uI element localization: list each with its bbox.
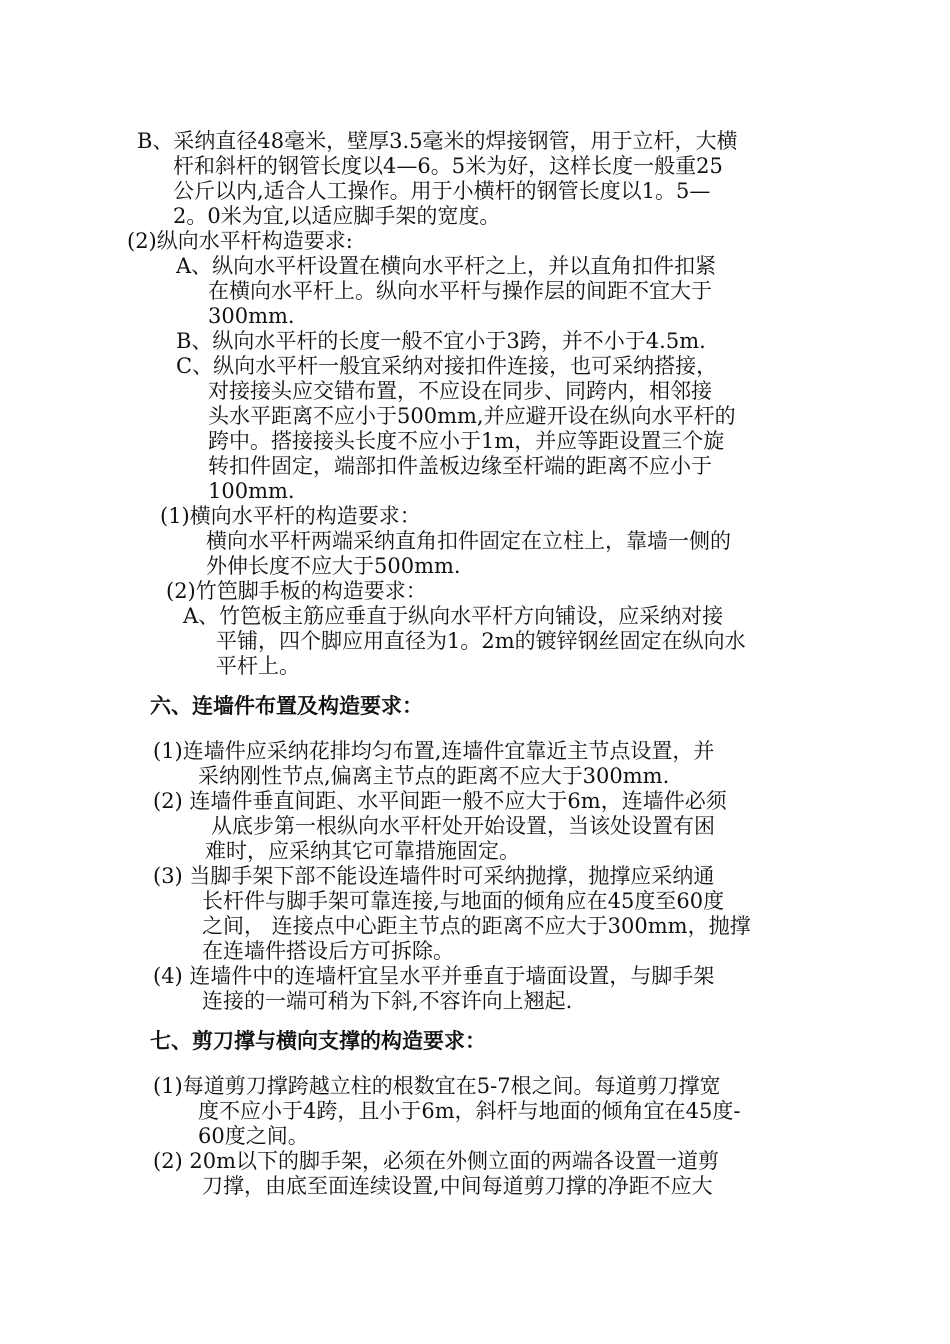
list-item-line: 度不应小于4跨，且小于6m，斜杆与地面的倾角宜在45度-	[198, 1099, 741, 1123]
list-item-line: (3) 当脚手架下部不能设连墙件时可采纳抛撑，抛撑应采纳通	[153, 864, 715, 888]
paragraph-line: 公斤以内,适合人工操作。用于小横杆的钢管长度以1。5—	[173, 179, 711, 203]
section-title: 七、剪刀撑与横向支撑的构造要求：	[150, 1029, 486, 1053]
paragraph-line: 平铺，四个脚应用直径为1。2m的镀锌钢丝固定在纵向水	[216, 629, 746, 653]
paragraph-line: A、竹笆板主筋应垂直于纵向水平杆方向铺设，应采纳对接	[183, 604, 724, 628]
paragraph-line: 跨中。搭接接头长度不应小于1m，并应等距设置三个旋	[208, 429, 725, 453]
list-item-line: 刀撑，由底至面连续设置,中间每道剪刀撑的净距不应大	[202, 1174, 713, 1198]
paragraph-line: 300mm.	[208, 304, 295, 328]
paragraph-line: 平杆上。	[216, 654, 300, 678]
paragraph-line: 外伸长度不应大于500mm.	[206, 554, 461, 578]
paragraph-line: 杆和斜杆的钢管长度以4—6。5米为好，这样长度一般重25	[173, 154, 723, 178]
list-item-line: 之间， 连接点中心距主节点的距离不应大于300mm，抛撑	[202, 914, 751, 938]
paragraph-line: 横向水平杆两端采纳直角扣件固定在立柱上，靠墙一侧的	[206, 529, 731, 553]
paragraph-line: 对接接头应交错布置，不应设在同步、同跨内，相邻接	[208, 379, 712, 403]
list-item-line: 60度之间。	[198, 1124, 309, 1148]
subsection-heading: (2)竹笆脚手板的构造要求：	[166, 579, 427, 603]
list-item-line: (1)每道剪刀撑跨越立柱的根数宜在5-7根之间。每道剪刀撑宽	[153, 1074, 721, 1098]
list-item-line: 难时，应采纳其它可靠措施固定。	[205, 839, 520, 863]
paragraph-line: 转扣件固定，端部扣件盖板边缘至杆端的距离不应小于	[208, 454, 712, 478]
paragraph-line: 在横向水平杆上。纵向水平杆与操作层的间距不宜大于	[208, 279, 712, 303]
list-item-line: (2) 连墙件垂直间距、水平间距一般不应大于6m，连墙件必须	[153, 789, 727, 813]
paragraph-line: A、纵向水平杆设置在横向水平杆之上，并以直角扣件扣紧	[176, 254, 717, 278]
paragraph-line: 头水平距离不应小于500mm,并应避开设在纵向水平杆的	[208, 404, 736, 428]
list-item-line: 长杆件与脚手架可靠连接,与地面的倾角应在45度至60度	[202, 889, 725, 913]
paragraph-line: B、纵向水平杆的长度一般不宜小于3跨，并不小于4.5m.	[176, 329, 706, 353]
list-item-line: (2) 20m以下的脚手架，必须在外侧立面的两端各设置一道剪	[153, 1149, 720, 1173]
paragraph-line: 100mm.	[208, 479, 295, 503]
list-item-line: 在连墙件搭设后方可拆除。	[202, 939, 454, 963]
list-item-line: 连接的一端可稍为下斜,不容许向上翘起.	[202, 989, 573, 1013]
list-item-line: (4) 连墙件中的连墙杆宜呈水平并垂直于墙面设置，与脚手架	[153, 964, 715, 988]
paragraph-line: 2。0米为宜,以适应脚手架的宽度。	[173, 204, 501, 228]
subsection-heading: (1)横向水平杆的构造要求：	[160, 504, 421, 528]
list-item-line: 采纳刚性节点,偏离主节点的距离不应大于300mm.	[198, 764, 670, 788]
paragraph-line: C、纵向水平杆一般宜采纳对接扣件连接，也可采纳搭接，	[176, 354, 718, 378]
list-item-line: (1)连墙件应采纳花排均匀布置,连墙件宜靠近主节点设置，并	[153, 739, 715, 763]
subsection-heading: (2)纵向水平杆构造要求:	[127, 229, 353, 253]
paragraph-line: B、采纳直径48毫米，壁厚3.5毫米的焊接钢管，用于立杆，大横	[137, 129, 738, 153]
section-title: 六、连墙件布置及构造要求：	[150, 694, 423, 718]
list-item-line: 从底步第一根纵向水平杆处开始设置，当该处设置有困	[211, 814, 715, 838]
